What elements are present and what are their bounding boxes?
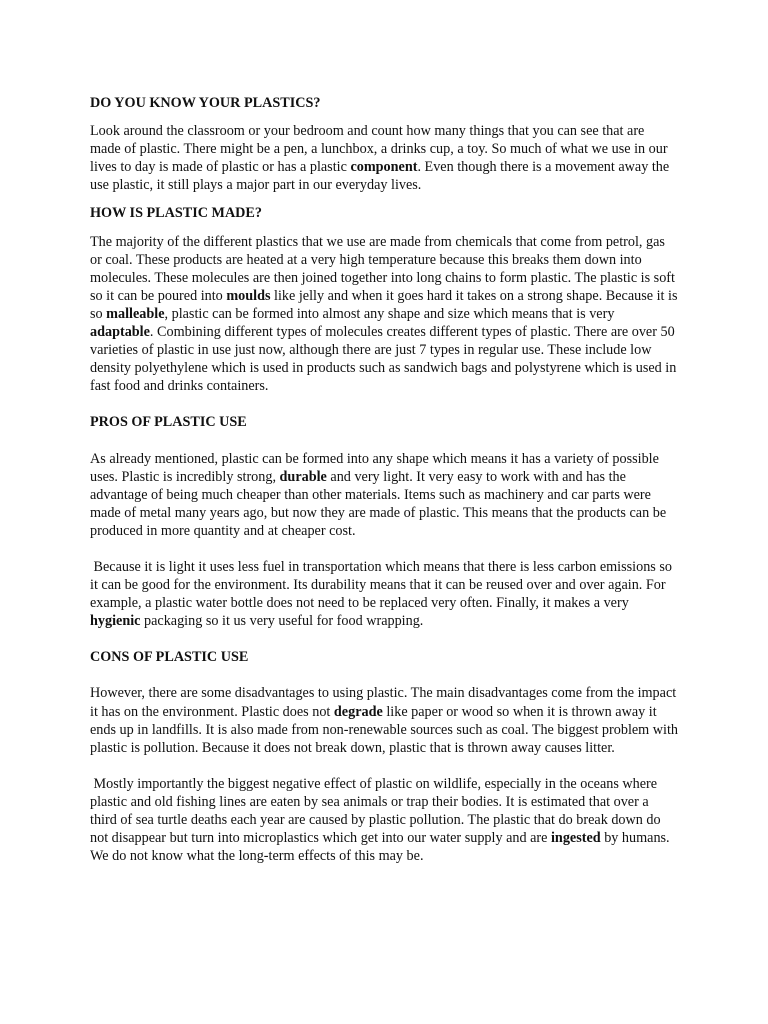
text-run: packaging so it us very useful for food wrapping.	[140, 613, 424, 630]
paragraph	[90, 122, 678, 194]
bold-term: ingested	[550, 830, 601, 847]
text-run: . Combining different types of molecules creates different types of plastic. There are over 50 varieties of plastic in use just now, although there are just 7 types in regular use. These include low density polyethylene which is used in products such as sandwich bags and polystyrene which is used in fast food and drinks containers.	[90, 324, 677, 395]
paragraph	[90, 233, 678, 396]
paragraph	[90, 684, 678, 756]
text-run: , plastic can be formed into almost any shape and size which means that is very	[164, 305, 615, 322]
text-run: and very light. It very easy to work with and has the advantage of being much cheaper than other materials. Items such as machinery and car parts were made of metal many years ago, but now they are made of plastic. This means that the products can be produced in more quantity and at cheaper cost.	[90, 468, 667, 539]
bold-term: adaptable	[90, 324, 150, 341]
heading-know-your-plastics: DO YOU KNOW YOUR PLASTICS?	[90, 95, 321, 111]
text-run: Mostly importantly the biggest negative effect of plastic on wildlife, especially in the oceans where plastic and old fishing lines are eaten by sea animals or trap their bodies. It is estimated that over a third of sea turtle deaths each year are caused by plastic pollution. The plastic that do break down do not disappear but turn into microplastics which get into our water supply and are	[90, 775, 661, 847]
text-run: However, there are some disadvantages to using plastic. The main disadvantages come from the impact it has on the environment. Plastic does not	[90, 685, 677, 720]
heading-pros-of-plastic-use: PROS OF PLASTIC USE	[90, 414, 247, 431]
text-run: Because it is light it uses less fuel in transportation which means that there is less carbon emissions so it can be good for the environment. Its durability means that it can be reused over and over again. For example, a plastic water bottle does not need to be replaced very often. Finally, it makes a very	[90, 558, 672, 612]
text-run: . Even though there is a movement away the use plastic, it still plays a major part in our everyday lives.	[90, 159, 670, 194]
heading-how-is-plastic-made: HOW IS PLASTIC MADE?	[90, 205, 262, 222]
document-page	[90, 94, 678, 865]
bold-term: hygienic	[90, 613, 141, 630]
section-cons-of-plastic-use	[90, 648, 678, 865]
section-know-your-plastics	[90, 94, 678, 194]
bold-term: moulds	[226, 287, 271, 304]
paragraph	[90, 775, 678, 865]
text-run: The majority of the different plastics that we use are made from chemicals that come from petrol, gas or coal. These products are heated at a very high temperature because this breaks them down into molecules. These molecules are then joined together into long chains to form plastic. The plastic is soft so it can be poured into	[90, 233, 675, 304]
text-run: Look around the classroom or your bedroom and count how many things that you can see that are made of plastic. There might be a pen, a lunchbox, a drinks cup, a toy. So much of what we use in our lives to day is made of plastic or has a plastic	[90, 123, 668, 176]
bold-term: component	[350, 159, 418, 176]
bold-term: degrade	[333, 703, 383, 720]
text-run: like paper or wood so when it is thrown away it ends up in landfills. It is also made from non-renewable sources such as coal. The biggest problem with plastic is pollution. Because it does not break down, plastic that is thrown away causes litter.	[90, 703, 678, 756]
bold-term: malleable	[106, 305, 165, 322]
heading-cons-of-plastic-use: CONS OF PLASTIC USE	[90, 649, 249, 666]
text-run: by humans. We do not know what the long-term effects of this may be.	[90, 830, 670, 865]
paragraph	[90, 450, 678, 540]
bold-term: durable	[279, 468, 327, 485]
paragraph	[90, 558, 678, 630]
section-pros-of-plastic-use	[90, 413, 678, 630]
section-how-is-plastic-made	[90, 204, 678, 395]
text-run: As already mentioned, plastic can be formed into any shape which means it has a variety of possible uses. Plastic is incredibly strong,	[90, 450, 659, 485]
text-run: like jelly and when it goes hard it takes on a strong shape. Because it is so	[90, 287, 678, 322]
